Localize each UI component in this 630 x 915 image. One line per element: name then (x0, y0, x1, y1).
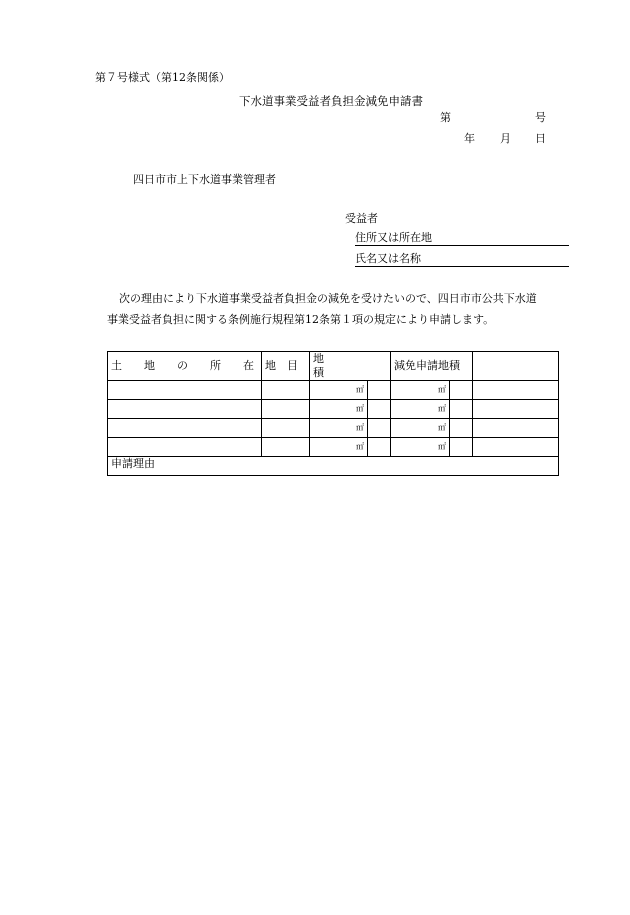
location-cell[interactable] (108, 381, 262, 400)
header-land-category: 地 目 (262, 352, 310, 381)
area-cell[interactable] (310, 438, 368, 457)
name-field[interactable] (355, 252, 569, 267)
area-cell[interactable] (310, 400, 368, 419)
area-unit: ㎡ (356, 441, 364, 451)
date-month: 月 (500, 132, 511, 145)
table-row (108, 381, 559, 400)
date-day: 日 (535, 132, 546, 145)
extra-cell[interactable] (473, 400, 559, 419)
header-reduction-area: 減免申請地積 (391, 352, 473, 381)
area-fraction-cell[interactable] (368, 438, 391, 457)
location-cell[interactable] (108, 438, 262, 457)
date-year: 年 (464, 132, 475, 145)
extra-cell[interactable] (473, 419, 559, 438)
location-cell[interactable] (108, 400, 262, 419)
reduction-fraction-cell[interactable] (450, 400, 473, 419)
reduction-area-cell[interactable] (391, 381, 450, 400)
location-cell[interactable] (108, 419, 262, 438)
reduction-area-unit: ㎡ (438, 403, 446, 413)
area-unit: ㎡ (356, 384, 364, 394)
name-label: 氏名又は名称 (355, 252, 421, 265)
reduction-fraction-cell[interactable] (450, 438, 473, 457)
area-cell[interactable] (310, 381, 368, 400)
document-title: 下水道事業受益者負担金減免申請書 (239, 94, 423, 108)
body-text-line-2: 事業受益者負担に関する条例施行規程第12条第１項の規定により申請します。 (107, 313, 495, 326)
area-cell[interactable] (310, 419, 368, 438)
land-table (107, 351, 559, 476)
reduction-area-cell[interactable] (391, 419, 450, 438)
land-category-cell[interactable] (262, 438, 310, 457)
area-fraction-cell[interactable] (368, 381, 391, 400)
reduction-fraction-cell[interactable] (450, 419, 473, 438)
doc-number-go: 号 (535, 111, 546, 124)
reduction-area-unit: ㎡ (438, 384, 446, 394)
addressee: 四日市市上下水道事業管理者 (133, 173, 276, 186)
reason-row (108, 457, 559, 476)
reduction-area-cell[interactable] (391, 438, 450, 457)
doc-number-dai: 第 (440, 111, 451, 124)
area-fraction-cell[interactable] (368, 400, 391, 419)
address-field[interactable] (355, 231, 569, 246)
reduction-fraction-cell[interactable] (450, 381, 473, 400)
body-text-line-1: 次の理由により下水道事業受益者負担金の減免を受けたいので、四日市市公共下水道 (119, 292, 537, 305)
land-category-cell[interactable] (262, 381, 310, 400)
applicant-heading: 受益者 (345, 212, 378, 225)
header-location: 土 地 の 所 在 (108, 352, 262, 381)
reduction-area-cell[interactable] (391, 400, 450, 419)
table-row (108, 400, 559, 419)
table-row (108, 438, 559, 457)
address-label: 住所又は所在地 (355, 231, 432, 244)
extra-cell[interactable] (473, 381, 559, 400)
extra-cell[interactable] (473, 438, 559, 457)
area-unit: ㎡ (356, 403, 364, 413)
area-unit: ㎡ (356, 422, 364, 432)
header-blank (473, 352, 559, 381)
reason-field[interactable] (108, 457, 559, 476)
reason-label: 申請理由 (111, 457, 155, 470)
area-fraction-cell[interactable] (368, 419, 391, 438)
header-area: 地 積 (310, 352, 391, 381)
reduction-area-unit: ㎡ (438, 441, 446, 451)
form-number: 第７号様式（第12条関係） (95, 71, 230, 84)
land-category-cell[interactable] (262, 419, 310, 438)
table-row (108, 419, 559, 438)
land-category-cell[interactable] (262, 400, 310, 419)
table-header-row (108, 352, 559, 381)
reduction-area-unit: ㎡ (438, 422, 446, 432)
